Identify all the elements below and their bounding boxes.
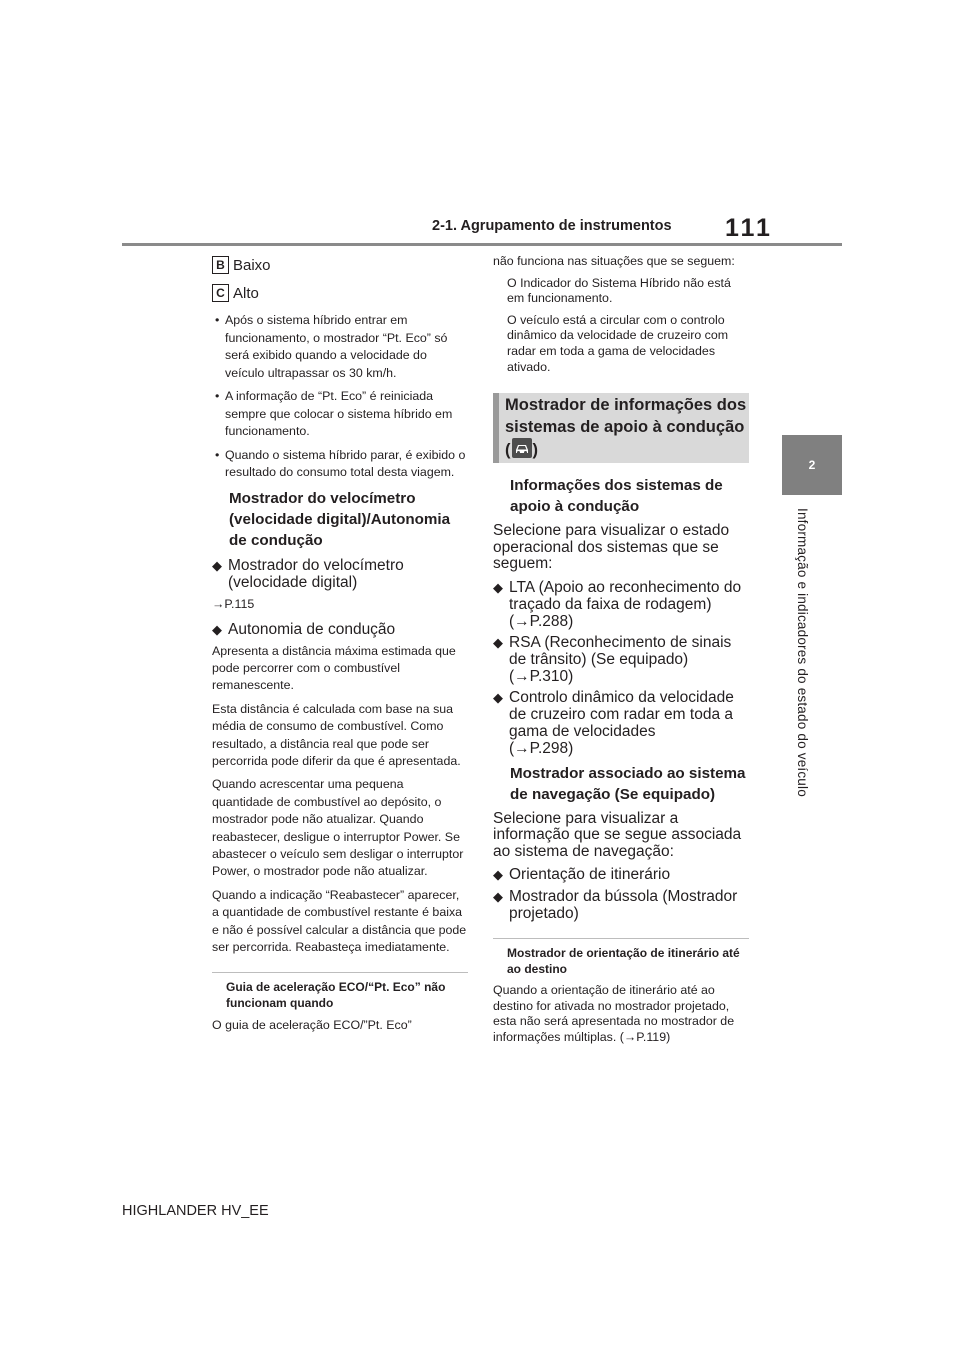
footer-model: HIGHLANDER HV_EE	[122, 1203, 269, 1219]
navigation-item: ◆ Orientação de itinerário	[493, 866, 671, 884]
continued-text: não funciona nas situações que se seguem:	[493, 254, 735, 268]
autonomy-item: ◆ Autonomia de condução	[212, 620, 396, 638]
autonomy-paragraph: Apresenta a distância máxima estimada que pode percorrer com o combustível remanescente.	[212, 643, 456, 693]
autonomy-paragraph: Esta distância é calculada com base na sua média de consumo de combustível. Como resultado, a distância real que pode ser percorrida pode diferir da que é apresentada.	[212, 701, 461, 768]
section-title: Mostrador de informações dos sistemas de apoio à condução (	[505, 396, 747, 460]
condition-item: O veículo está a circular com o controlo dinâmico da velocidade de cruzeiro com radar em toda a gama de velocidades ativado.	[507, 312, 729, 374]
autonomy-paragraph: Quando a indicação “Reabastecer” aparecer, a quantidade de combustível restante é baixa e não é possível calcular a distância que pode ser percorrida. Reabasteça imediatamente.	[212, 887, 467, 954]
support-intro: Selecione para visualizar o estado operacional dos sistemas que se seguem:	[493, 522, 730, 573]
navigation-intro: Selecione para visualizar a informação que se segue associada ao sistema de navegação:	[493, 809, 742, 860]
diamond-bullet-icon: ◆	[493, 689, 503, 705]
diamond-bullet-icon: ◆	[212, 557, 222, 573]
navigation-item: ◆ Mostrador da bússola (Mostrador projetado)	[493, 888, 738, 923]
support-item: ◆ LTA (Apoio ao reconhecimento do traçado da faixa de rodagem) (→P.288)	[493, 578, 742, 630]
support-item: ◆ RSA (Reconhecimento de sinais de trânsito) (Se equipado) (→P.310)	[493, 633, 732, 685]
page-ref[interactable]: (→P.298)	[509, 739, 574, 757]
legend-item	[212, 284, 468, 302]
diamond-bullet-icon: ◆	[493, 889, 503, 905]
route-note-title: Mostrador de orientação de itinerário até ao destino	[507, 946, 740, 976]
diamond-bullet-icon: ◆	[493, 867, 503, 883]
right-column	[493, 254, 749, 1052]
bullet-item: • Após o sistema híbrido entrar em funcionamento, o mostrador “Pt. Eco” só será exibido quando a velocidade do veículo ultrapassar os 30 km/h.	[215, 313, 448, 380]
bullet-item: • Quando o sistema híbrido parar, é exibido o resultado do consumo total desta viagem.	[215, 447, 466, 479]
eco-note-title: Guia de aceleração ECO/“Pt. Eco” não funcionam quando	[226, 980, 446, 1010]
diamond-bullet-icon: ◆	[212, 621, 222, 637]
diamond-bullet-icon: ◆	[493, 579, 503, 595]
letter-label: B	[212, 256, 229, 274]
condition-item: O Indicador do Sistema Híbrido não está em funcionamento.	[507, 275, 731, 306]
chapter-side-label: Informação e indicadores do estado do veículo	[795, 508, 810, 797]
speedometer-heading: Mostrador do velocímetro (velocidade digital)/Autonomia de condução	[229, 489, 451, 549]
left-column	[212, 256, 468, 1041]
header-section-title: 2-1. Agrupamento de instrumentos	[432, 218, 672, 234]
section-title-end: )	[532, 441, 538, 460]
support-heading: Informações dos sistemas de apoio à condução	[510, 477, 723, 516]
page-ref[interactable]: (→P.310)	[509, 667, 574, 685]
autonomy-paragraph: Quando acrescentar uma pequena quantidade de combustível ao depósito, o mostrador pode não atualizar. Quando reabastecer, desligue o interruptor Power. Se abastecer o veículo sem desligar o interruptor Power, o mostrador pode não atualizar.	[212, 777, 464, 879]
eco-note-text: O guia de aceleração ECO/”Pt. Eco”	[212, 1018, 412, 1033]
note-divider	[212, 972, 468, 973]
support-item: ◆ Controlo dinâmico da velocidade de cruzeiro com radar em toda a gama de velocidades (→P.298)	[493, 688, 734, 757]
speedometer-item: ◆ Mostrador do velocímetro (velocidade digital)	[212, 556, 404, 591]
speedometer-page-ref[interactable]: →P.115	[212, 596, 255, 611]
letter-label: C	[212, 284, 229, 302]
chapter-number: 2	[808, 458, 816, 472]
chapter-tab	[782, 435, 842, 495]
note-divider	[493, 938, 749, 939]
driving-support-car-icon	[512, 438, 532, 458]
diamond-bullet-icon: ◆	[493, 634, 503, 650]
page-number: 111	[725, 214, 773, 242]
section-title-box	[493, 393, 749, 463]
bullet-list	[212, 312, 468, 482]
legend-item	[212, 256, 468, 274]
header-divider	[122, 243, 842, 246]
bullet-item: • A informação de “Pt. Eco” é reiniciada sempre que colocar o sistema híbrido em funcionamento.	[215, 389, 453, 438]
legend-text: Baixo	[233, 256, 271, 274]
route-note-text: Quando a orientação de itinerário até ao destino for ativada no mostrador projetado, esta não será apresentada no mostrador de informações múltiplas. (→P.119)	[493, 983, 735, 1044]
legend-text: Alto	[233, 284, 259, 302]
navigation-heading: Mostrador associado ao sistema de navegação (Se equipado)	[510, 764, 746, 803]
page-ref[interactable]: (→P.288)	[509, 612, 574, 630]
